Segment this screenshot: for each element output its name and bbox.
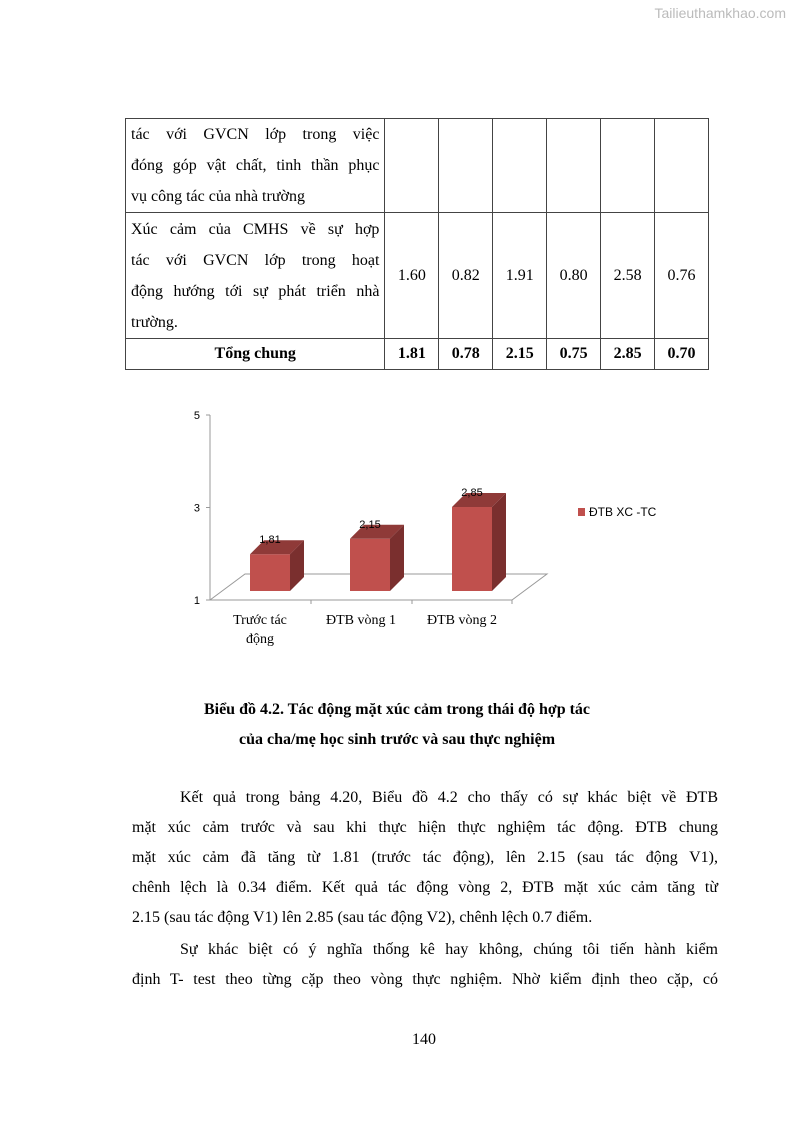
cell: 2.15 (493, 339, 547, 370)
figure-caption-line-2: của cha/mẹ học sinh trước và sau thực nghiệm (238, 731, 556, 748)
body-line: mặt xúc cảm trước và sau khi thực hiện thực nghiệm tác động. ĐTB chung (132, 819, 718, 836)
y-tick-label: 1 (193, 595, 200, 607)
page-number: 140 (412, 1031, 436, 1048)
cell: 0.82 (439, 213, 493, 339)
body-line: chênh lệch là 0.34 điểm. Kết quả tác động vòng 2, ĐTB mặt xúc cảm tăng từ (132, 879, 718, 896)
cell: 2.85 (601, 339, 655, 370)
desc-line: vụ công tác của nhà trường (131, 188, 305, 205)
figure-caption-line-1: Biểu đồ 4.2. Tác động mặt xúc cảm trong thái độ hợp tác (203, 701, 591, 718)
body-line: định T- test theo từng cặp theo vòng thực nghiệm. Nhờ kiểm định theo cặp, có (132, 971, 718, 988)
x-tick-label: động (246, 632, 274, 647)
data-label: 2,85 (461, 487, 483, 500)
data-label: 2,15 (359, 518, 381, 531)
bar-front (350, 539, 390, 591)
body-line: Kết quả trong bảng 4.20, Biểu đồ 4.2 cho thấy có sự khác biệt về ĐTB (180, 789, 718, 806)
cell: 0.76 (655, 213, 709, 339)
data-label: 1,81 (259, 534, 281, 547)
bar-side (492, 493, 506, 591)
cell: 1.91 (493, 213, 547, 339)
legend-label: ĐTB XC -TC (589, 505, 657, 519)
y-tick-label: 5 (193, 410, 200, 422)
cell: 0.78 (439, 339, 493, 370)
watermark: Tailieuthamkhao.com (654, 5, 786, 21)
total-label: Tổng chung (126, 339, 385, 370)
cell: 0.70 (655, 339, 709, 370)
x-tick-label: ĐTB vòng 1 (326, 613, 396, 628)
cell: 0.75 (547, 339, 601, 370)
cell: 1.60 (385, 213, 439, 339)
y-tick-label: 3 (193, 502, 200, 515)
body-line: 2.15 (sau tác động V1) lên 2.85 (sau tác động V2), chênh lệch 0.7 điểm. (132, 909, 593, 926)
legend-swatch (578, 508, 585, 516)
cell: 1.81 (385, 339, 439, 370)
body-line: mặt xúc cảm đã tăng từ 1.81 (trước tác động), lên 2.15 (sau tác động V1), (132, 849, 718, 866)
desc-line: đóng góp vật chất, tinh thần phục (131, 157, 380, 174)
desc-line: tác với GVCN lớp trong hoạt (131, 251, 380, 269)
desc-line: động hướng tới sự phát triển nhà (131, 282, 380, 300)
x-tick-label: Trước tác (233, 613, 287, 628)
desc-line: tác với GVCN lớp trong việc (131, 126, 380, 143)
body-line: Sự khác biệt có ý nghĩa thống kê hay không, chúng tôi tiến hành kiểm (180, 941, 718, 958)
desc-line: trường. (131, 313, 178, 331)
cell: 2.58 (601, 213, 655, 339)
bar-front (452, 507, 492, 591)
bar-front (250, 554, 290, 591)
desc-line: Xúc cảm của CMHS về sự hợp (131, 220, 380, 238)
cell: 0.80 (547, 213, 601, 339)
x-tick-label: ĐTB vòng 2 (427, 613, 497, 628)
